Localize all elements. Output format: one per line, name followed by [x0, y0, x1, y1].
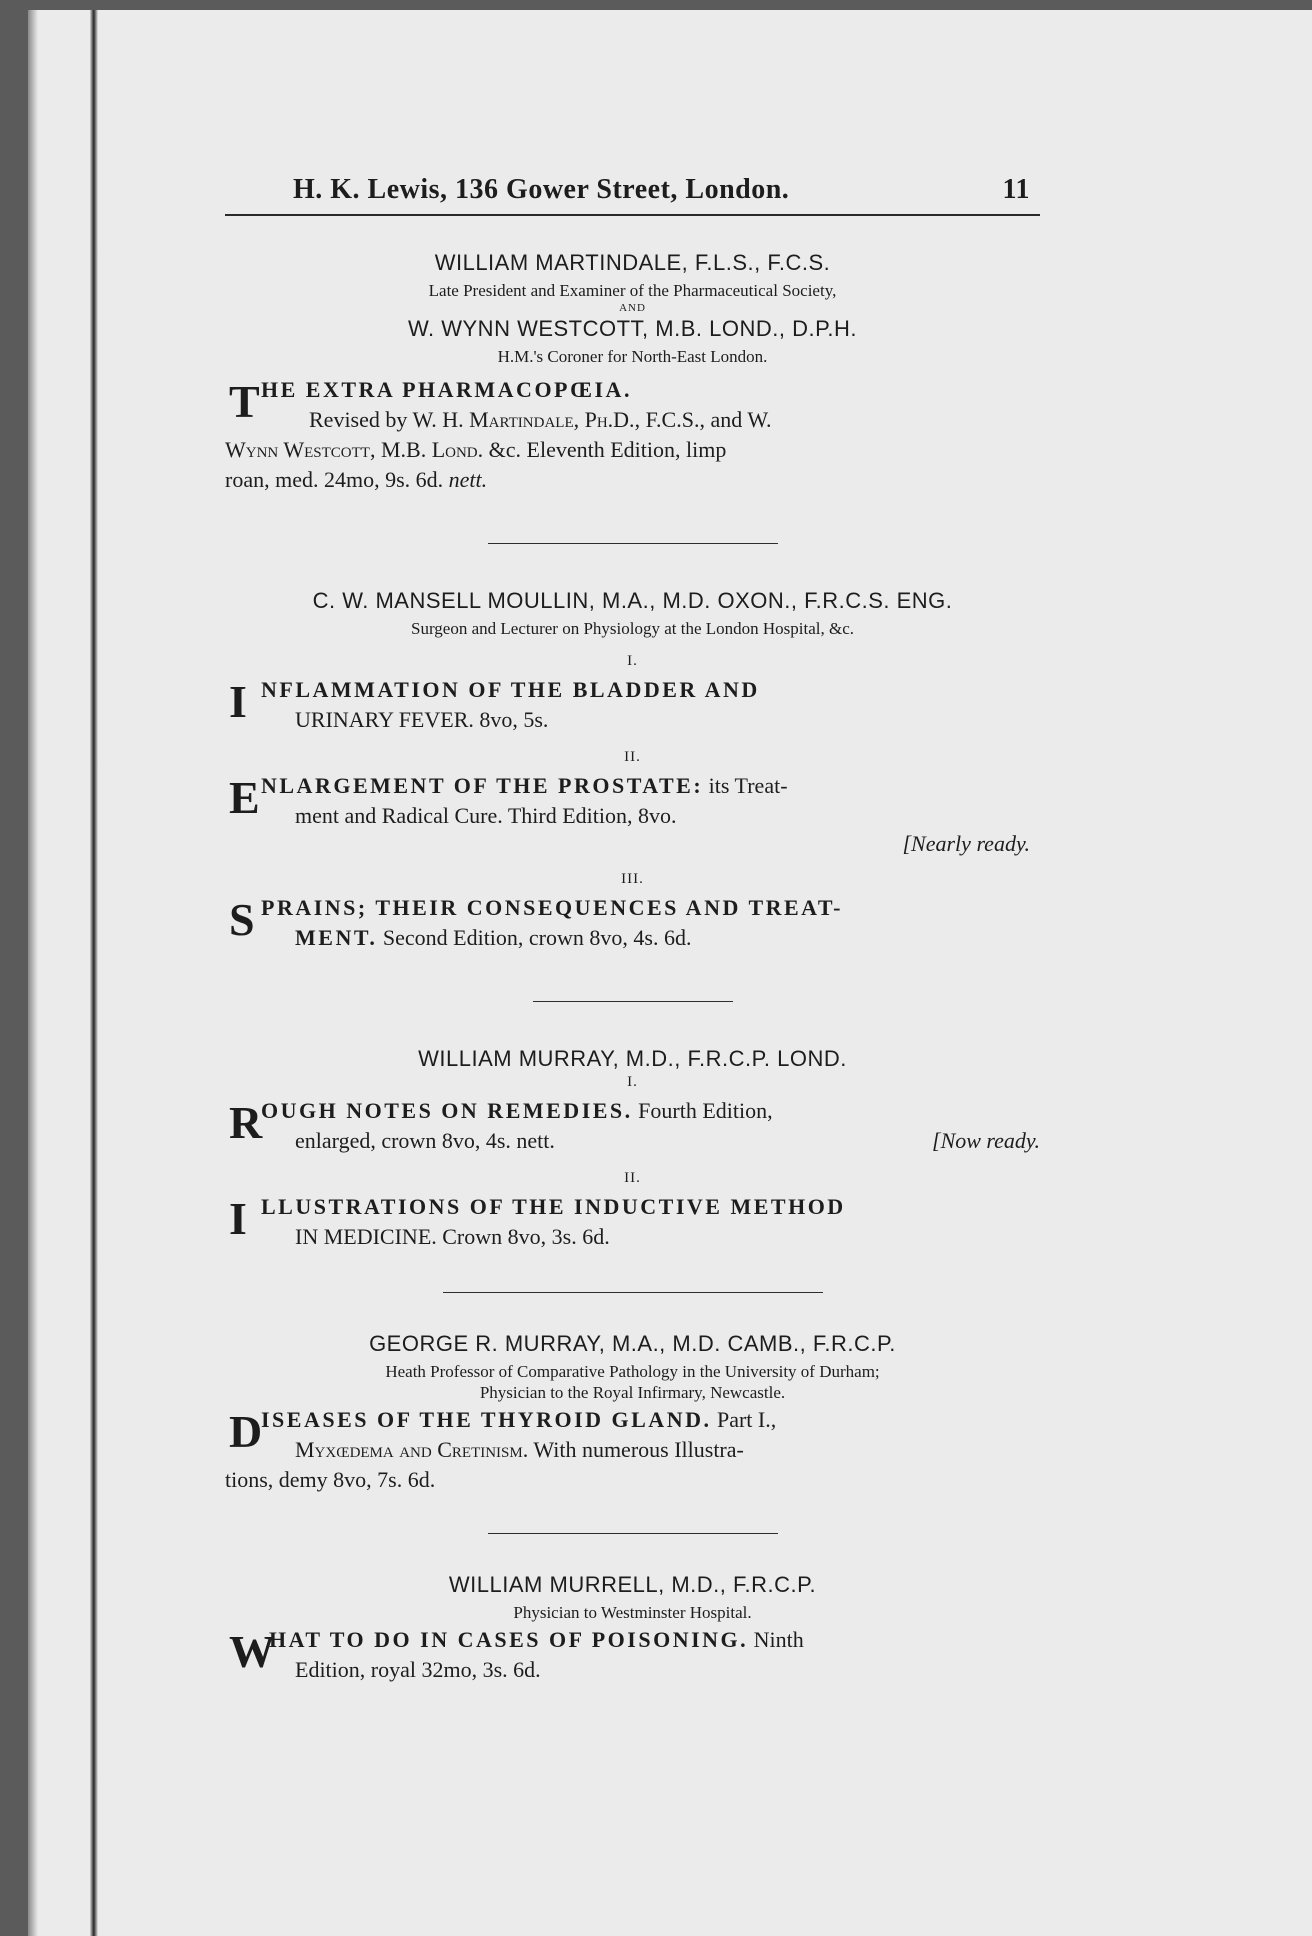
author-name: WILLIAM MARTINDALE, F.L.S., F.C.S.	[434, 250, 831, 275]
section-martindale	[225, 250, 1040, 495]
book-title: MENT.	[295, 925, 378, 950]
book-description: Second Edition, crown 8vo, 4s. 6d.	[377, 925, 692, 950]
availability-status: [Now ready.	[932, 1128, 1040, 1153]
section-divider	[488, 1533, 778, 1534]
book-entry	[225, 893, 1040, 953]
book-title: PRAINS; THEIR CONSEQUENCES AND TREAT-	[261, 895, 843, 920]
page-content	[225, 170, 1040, 1685]
drop-cap: R	[229, 1097, 263, 1148]
author-affiliation: Physician to Westminster Hospital.	[513, 1603, 752, 1622]
section-divider	[443, 1292, 823, 1293]
section-george-murray	[225, 1331, 1040, 1495]
and-conjunction: AND	[619, 302, 646, 314]
drop-cap: S	[229, 894, 255, 945]
section-divider	[488, 543, 778, 544]
page-number: 11	[1002, 174, 1030, 205]
book-description: Fourth Edition,	[632, 1098, 773, 1123]
book-description: ment and Radical Cure. Third Edition, 8vo.	[295, 803, 677, 828]
book-title: ISEASES OF THE THYROID GLAND.	[261, 1407, 712, 1432]
page-gutter-fold	[90, 10, 98, 1936]
author-affiliation: Heath Professor of Comparative Pathology in the University of Durham;	[385, 1362, 880, 1381]
section-moullin	[225, 588, 1040, 953]
book-title: OUGH NOTES ON REMEDIES.	[261, 1098, 633, 1123]
book-description: Revised by W. H.	[309, 407, 470, 432]
author-name: C. W. MANSELL MOULLIN, M.A., M.D. OXON., F.R.C.S. ENG.	[312, 588, 953, 613]
book-entry	[225, 771, 1040, 857]
author-name: GEORGE R. MURRAY, M.A., M.D. CAMB., F.R.C.P.	[369, 1331, 896, 1356]
book-description: URINARY FEVER. 8vo, 5s.	[295, 707, 549, 732]
author-affiliation: Physician to the Royal Infirmary, Newcastle.	[479, 1383, 786, 1402]
running-head-rule	[225, 214, 1040, 216]
book-entry	[225, 675, 1040, 735]
author-affiliation: H.M.'s Coroner for North-East London.	[497, 347, 768, 366]
book-description: IN MEDICINE. Crown 8vo, 3s. 6d.	[295, 1224, 610, 1249]
book-description: Wynn Westcott, M.B. Lond.	[225, 437, 484, 462]
book-description: nett.	[448, 467, 488, 492]
author-affiliation: Late President and Examiner of the Pharmaceutical Society,	[428, 281, 837, 300]
drop-cap: E	[229, 772, 260, 823]
drop-cap: W	[229, 1626, 275, 1677]
book-title: HAT TO DO IN CASES OF POISONING.	[269, 1627, 749, 1652]
book-description: &c. Eleventh Edition, limp	[483, 437, 727, 462]
book-description: enlarged, crown 8vo, 4s. nett.	[295, 1128, 555, 1153]
page-edge-shadow	[28, 10, 38, 1936]
book-description: , F.C.S., and W.	[634, 407, 772, 432]
book-entry	[225, 1192, 1040, 1252]
book-entry	[225, 1625, 1040, 1685]
section-divider	[533, 1001, 733, 1002]
book-description: its Treat-	[703, 773, 788, 798]
entry-numeral: I.	[627, 1074, 638, 1090]
book-description: Ninth	[748, 1627, 804, 1652]
drop-cap: T	[229, 376, 260, 427]
running-head-title: H. K. Lewis, 136 Gower Street, London.	[293, 174, 790, 205]
availability-status: [Nearly ready.	[902, 831, 1030, 856]
drop-cap: I	[229, 676, 247, 727]
running-head	[225, 170, 1040, 210]
author-name: WILLIAM MURRAY, M.D., F.R.C.P. LOND.	[418, 1046, 847, 1071]
author-name: WILLIAM MURRELL, M.D., F.R.C.P.	[448, 1572, 817, 1597]
book-description: roan, med. 24mo, 9s. 6d.	[225, 467, 449, 492]
book-entry	[225, 1096, 1040, 1156]
author-affiliation: Surgeon and Lecturer on Physiology at the London Hospital, &c.	[410, 619, 855, 638]
entry-numeral: I.	[627, 653, 638, 669]
book-description: Martindale, Ph.D.	[469, 407, 635, 432]
book-description: Edition, royal 32mo, 3s. 6d.	[295, 1657, 541, 1682]
book-entry	[225, 375, 1040, 495]
entry-numeral: II.	[624, 1170, 641, 1186]
drop-cap: I	[229, 1193, 247, 1244]
book-description: tions, demy 8vo, 7s. 6d.	[225, 1467, 436, 1492]
book-title: LLUSTRATIONS OF THE INDUCTIVE METHOD	[261, 1194, 846, 1219]
book-title: HE EXTRA PHARMACOPŒIA.	[261, 377, 632, 402]
entry-numeral: II.	[624, 749, 641, 765]
drop-cap: D	[229, 1406, 263, 1457]
book-title: NFLAMMATION OF THE BLADDER AND	[261, 677, 760, 702]
author-name: W. WYNN WESTCOTT, M.B. LOND., D.P.H.	[407, 316, 858, 341]
section-william-murray	[225, 1046, 1040, 1252]
entry-numeral: III.	[621, 871, 644, 887]
section-murrell	[225, 1572, 1040, 1685]
book-title: NLARGEMENT OF THE PROSTATE:	[261, 773, 704, 798]
book-description: Myxœdema and Cretinism.	[295, 1437, 529, 1462]
book-description: With numerous Illustra-	[528, 1437, 744, 1462]
book-entry	[225, 1405, 1040, 1495]
book-description: Part I.,	[711, 1407, 777, 1432]
